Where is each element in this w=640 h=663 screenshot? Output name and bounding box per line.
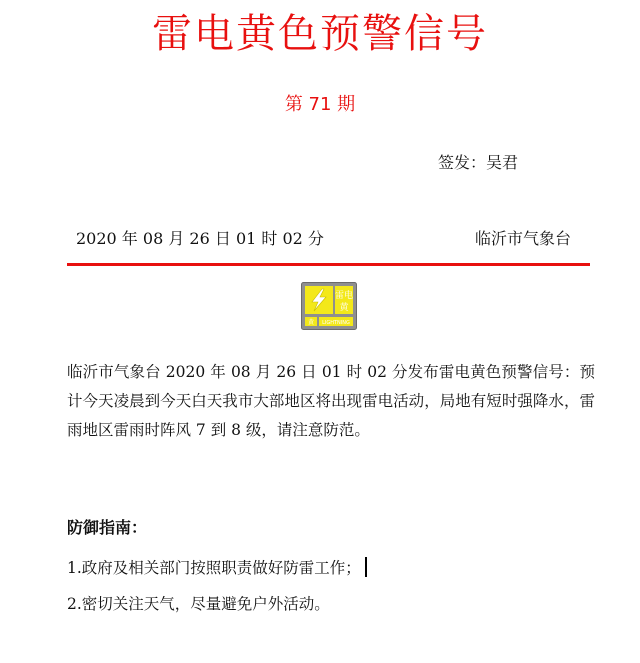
defense-guide-list bbox=[67, 556, 367, 628]
guide-item bbox=[67, 556, 367, 592]
warning-body: 临沂市气象台 2020 年 08 月 26 日 01 时 02 分发布雷电黄色预警信号：预计今天凌晨到今天白天我市大部地区将出现雷电活动，局地有短时强降水，雷雨地区雷雨时阵风 7 到 8 级，请注意防范。 bbox=[67, 363, 595, 439]
defense-guide-heading: 防御指南： bbox=[67, 518, 148, 537]
header-divider bbox=[67, 263, 590, 266]
icon-label-small: 黄 bbox=[307, 319, 315, 326]
guide-item-text: 2.密切关注天气，尽量避免户外活动。 bbox=[67, 595, 330, 613]
guide-item-text: 1.政府及相关部门按照职责做好防雷工作； bbox=[67, 559, 361, 577]
issuing-office: 临沂市气象台 bbox=[475, 229, 572, 248]
issuer-line: 签发：吴君 bbox=[438, 153, 519, 172]
icon-label-cn-top: 雷电 bbox=[334, 291, 354, 301]
lightning-yellow-warning-icon bbox=[301, 282, 357, 330]
document-title: 雷电黄色预警信号 bbox=[152, 11, 488, 57]
guide-item bbox=[67, 592, 367, 628]
issue-number: 第 71 期 bbox=[284, 94, 356, 115]
text-cursor bbox=[365, 557, 367, 577]
icon-label-cn-bottom: 黄 bbox=[339, 303, 349, 313]
icon-label-en: LIGHTNING bbox=[322, 320, 350, 326]
issue-date: 2020 年 08 月 26 日 01 时 02 分 bbox=[76, 229, 324, 248]
